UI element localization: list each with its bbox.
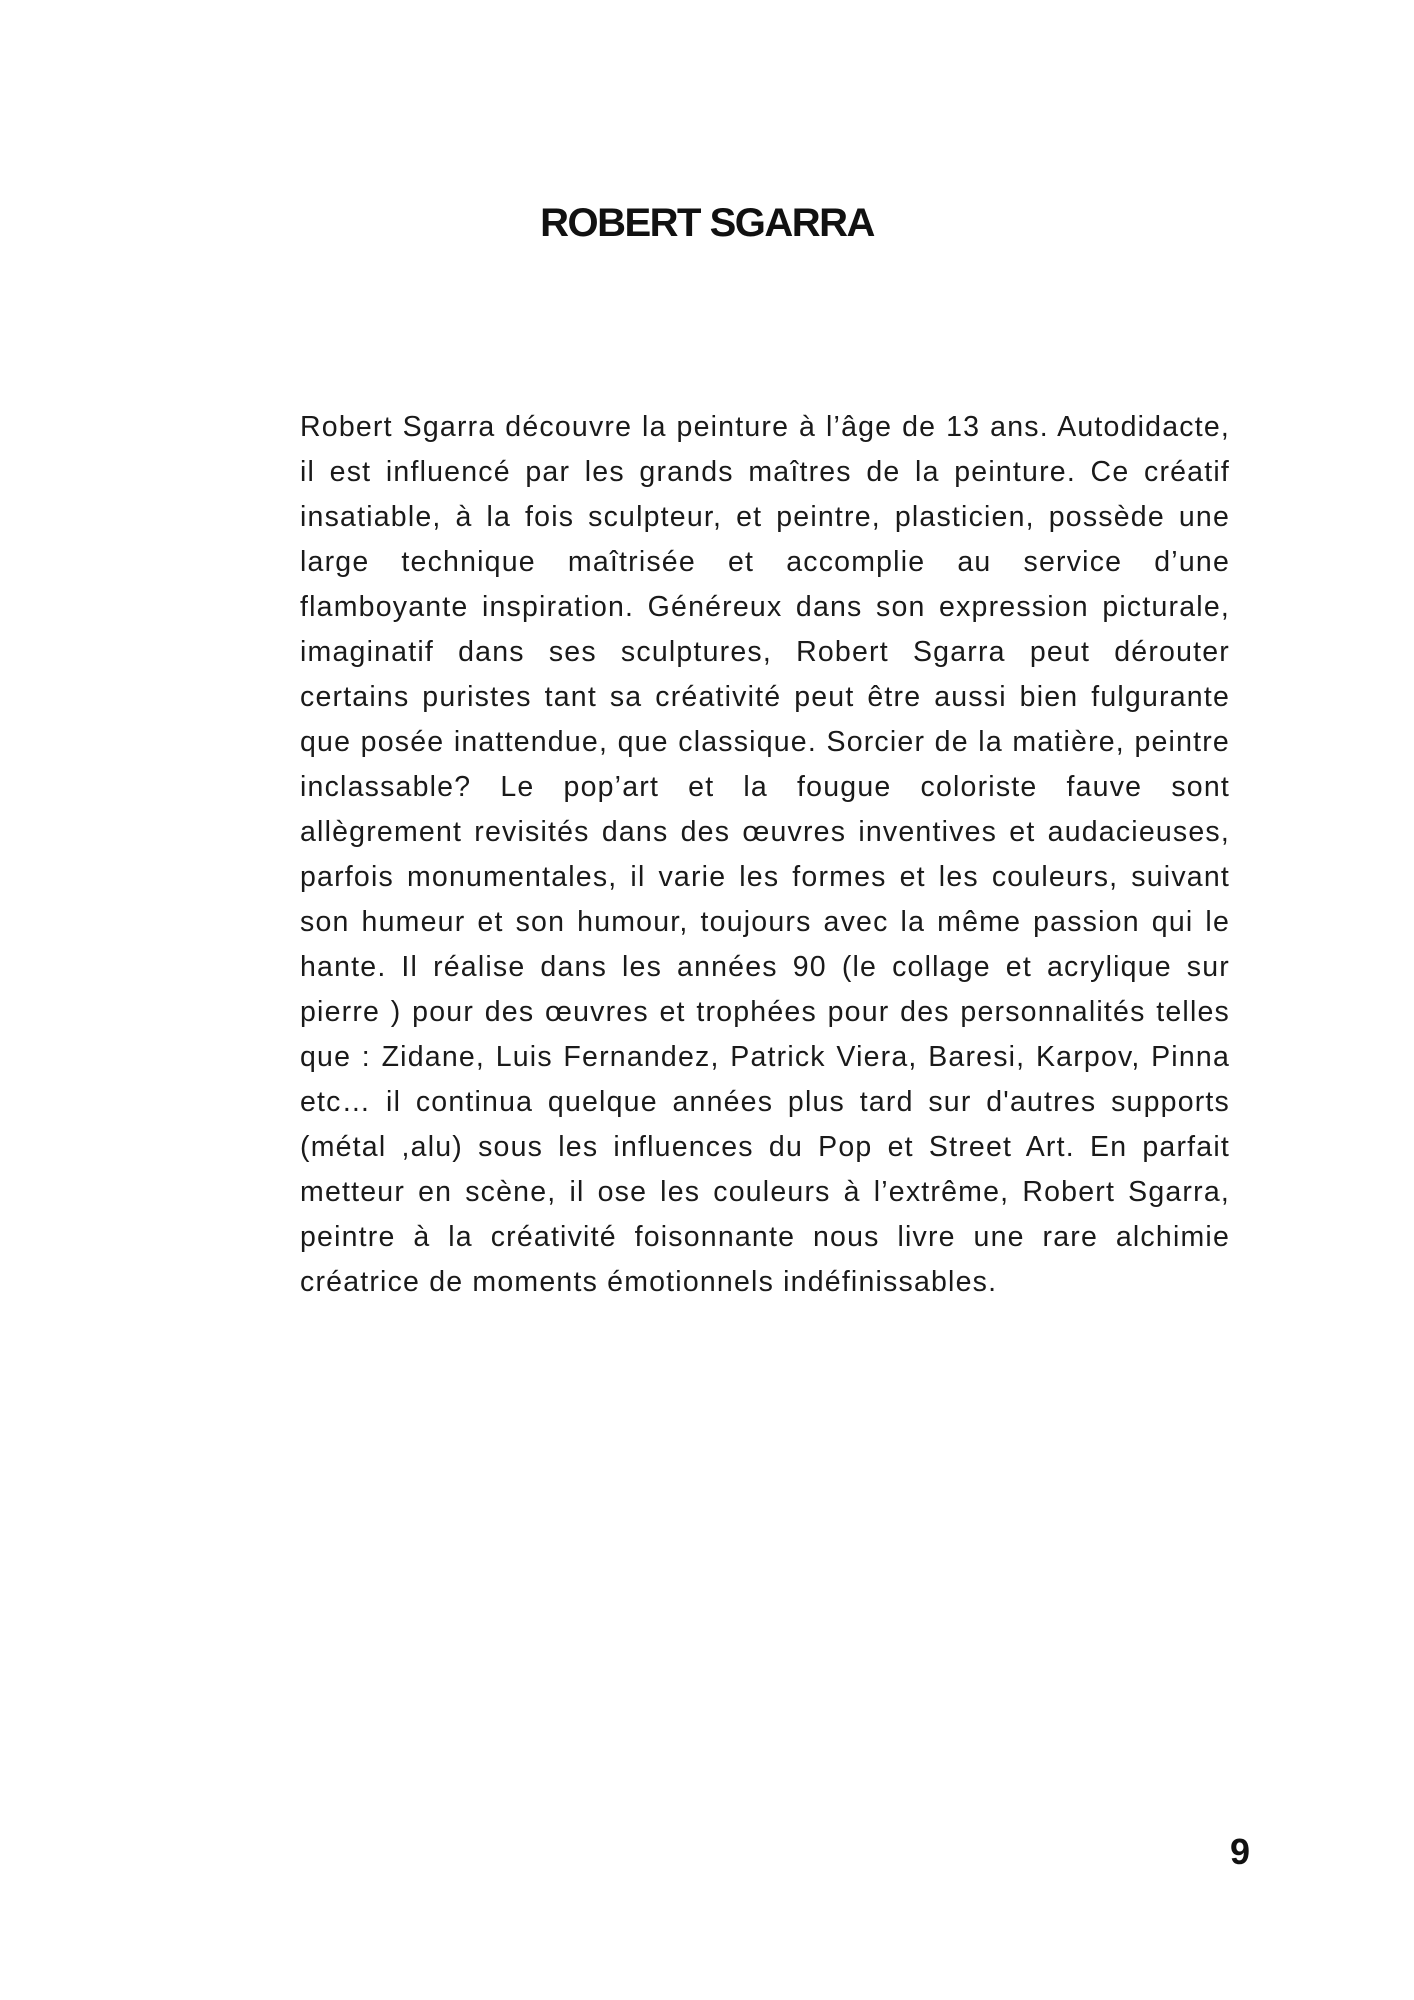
page-title: ROBERT SGARRA [540,201,874,245]
page-number: 9 [1229,1831,1250,1872]
biography-paragraph: Robert Sgarra découvre la peinture à l’âge de 13 ans. Autodidacte, il est influencé par les grands maîtres de la peinture. Ce créatif insatiable, à la fois sculpteur, et peintre, plasticien, possède une large technique maîtrisée et accomplie au service d’une flamboyante inspiration. Généreux dans son expression picturale, imaginatif dans ses sculptures, Robert Sgarra peut dérouter certains puristes tant sa créativité peut être aussi bien fulgurante que posée inattendue, que classique. Sorcier de la matière, peintre inclassable? Le pop’art et la fougue coloriste fauve sont allègrement revisités dans des œuvres inventives et audacieuses, parfois monumentales, il varie les formes et les couleurs, suivant son humeur et son humour, toujours avec la même passion qui le hante. Il réalise dans les années 90 (le collage et acrylique sur pierre ) pour des œuvres et trophées pour des personnalités telles que : Zidane, Luis Fernandez, Patrick Viera, Baresi, Karpov, Pinna etc… il continua quelque années plus tard sur d'autres supports (métal ,alu) sous les influences du Pop et Street Art. En parfait metteur en scène, il ose les couleurs à l’extrême, Robert Sgarra, peintre à la créativité foisonnante nous livre une rare alchimie créatrice de moments émotionnels indéfinissables. [300,411,1230,1298]
